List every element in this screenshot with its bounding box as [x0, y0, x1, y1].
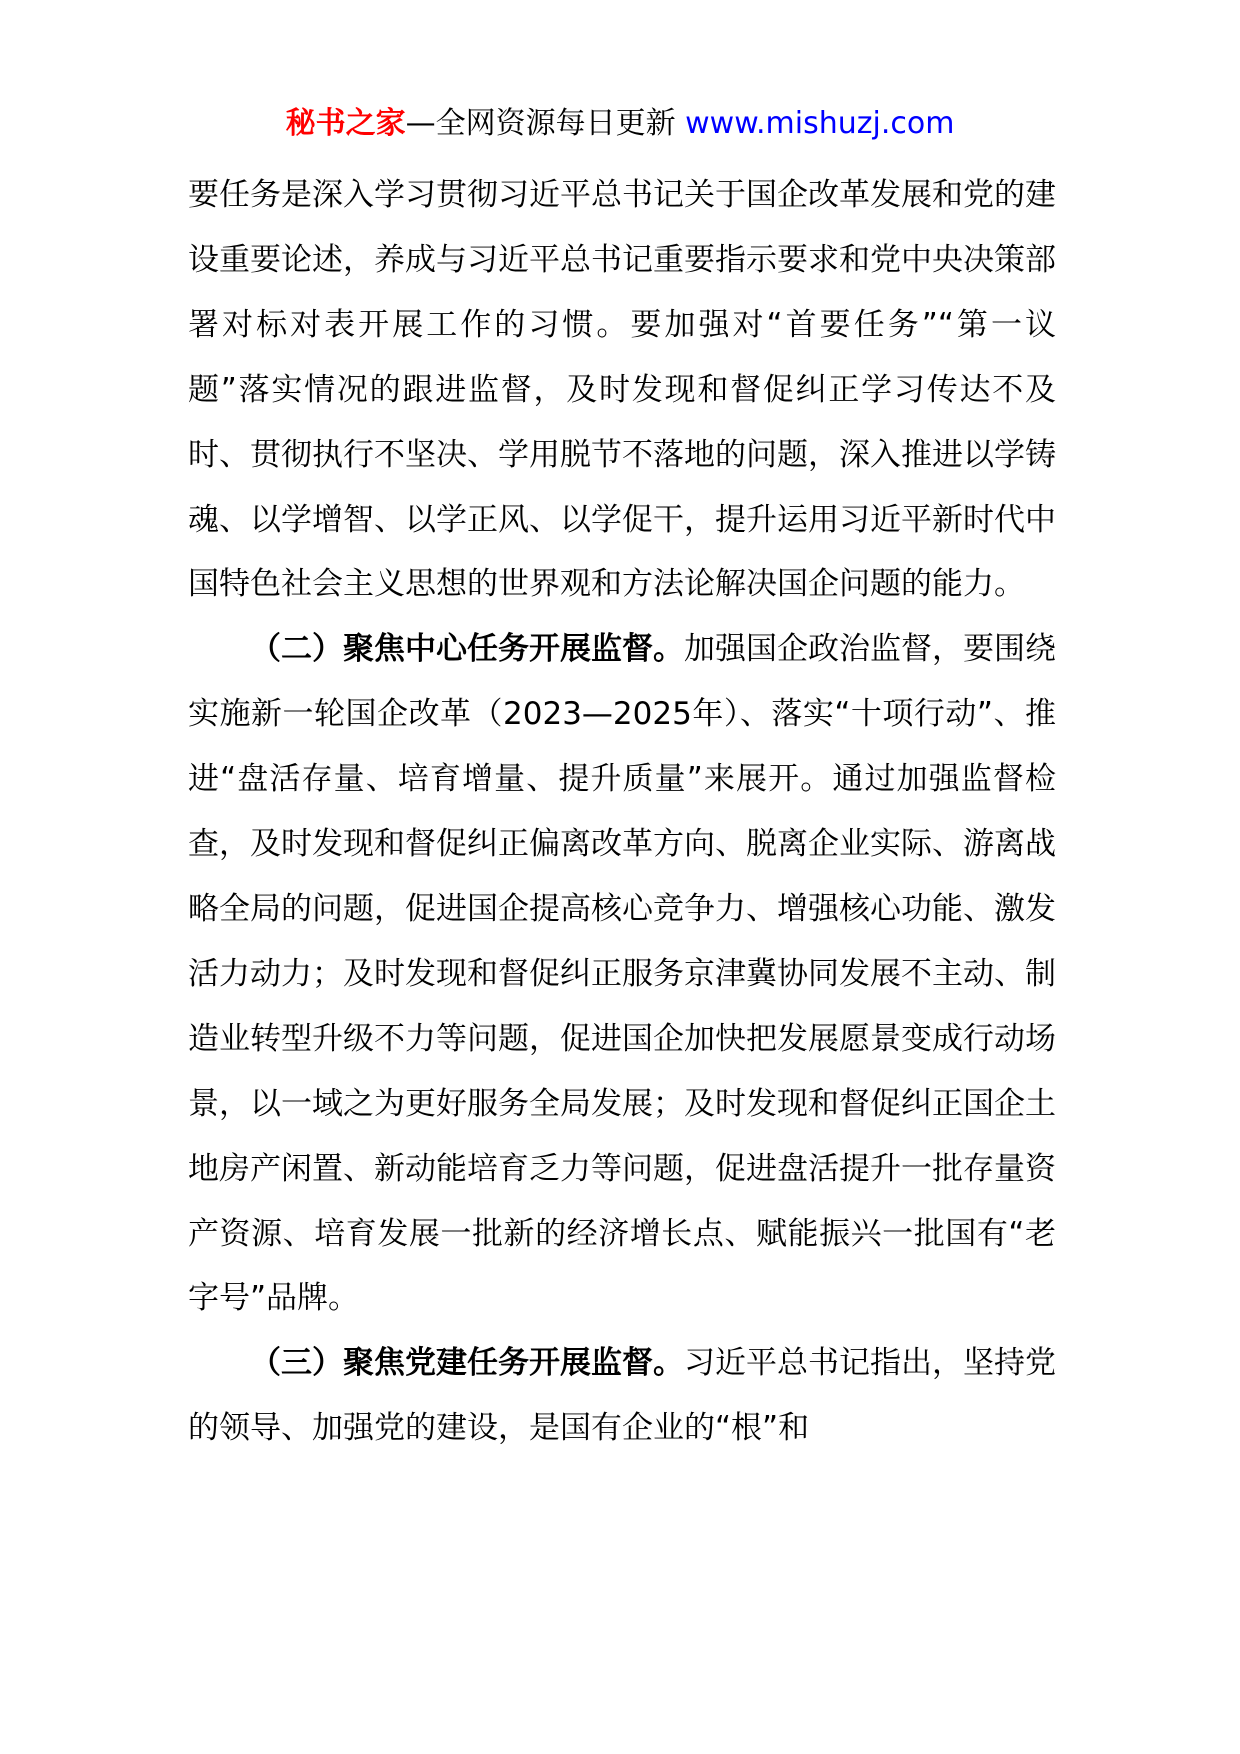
paragraph-focus-party-building [188, 1331, 1056, 1461]
paragraph-text: 要任务是深入学习贯彻习近平总书记关于国企改革发展和党的建设重要论述，养成与习近平总书记重要指示要求和党中央决策部署对标对表开展工作的习惯。要加强对“首要任务”“第一议题”落实情况的跟进监督，及时发现和督促纠正学习传达不及时、贯彻执行不坚决、学用脱节不落地的问题，深入推进以学铸魂、以学增智、以学正风、以学促干，提升运用习近平新时代中国特色社会主义思想的世界观和方法论解决国企问题的能力。 [188, 177, 1056, 603]
header-tagline: —全网资源每日更新 [405, 106, 676, 141]
paragraph-text: 加强国企政治监督，要围绕实施新一轮国企改革（2023—2025年）、落实“十项行动”、推进“盘活存量、培育增量、提升质量”来展开。通过加强监督检查，及时发现和督促纠正偏离改革方向、脱离企业实际、游离战略全局的问题，促进国企提高核心竞争力、增强核心功能、激发活力动力；及时发现和督促纠正服务京津冀协同发展不主动、制造业转型升级不力等问题，促进国企加快把发展愿景变成行动场景，以一域之为更好服务全局发展；及时发现和督促纠正国企土地房产闲置、新动能培育乏力等问题，促进盘活提升一批存量资产资源、培育发展一批新的经济增长点、赋能振兴一批国有“老字号”品牌。 [188, 631, 1056, 1317]
section-heading: （三）聚焦党建任务开展监督。 [250, 1345, 684, 1382]
paragraph-text: 习近平总书记指出，坚持党的领导、加强党的建设，是国有企业的“根”和 [188, 1345, 1056, 1447]
document-body [188, 163, 1056, 1461]
site-header [0, 100, 1240, 148]
site-url-link[interactable]: www.mishuzj.com [685, 106, 955, 141]
section-heading: （二）聚焦中心任务开展监督。 [250, 631, 684, 668]
paragraph-continued [188, 163, 1056, 617]
paragraph-focus-central-tasks [188, 617, 1056, 1331]
brand-name: 秘书之家 [285, 106, 406, 141]
